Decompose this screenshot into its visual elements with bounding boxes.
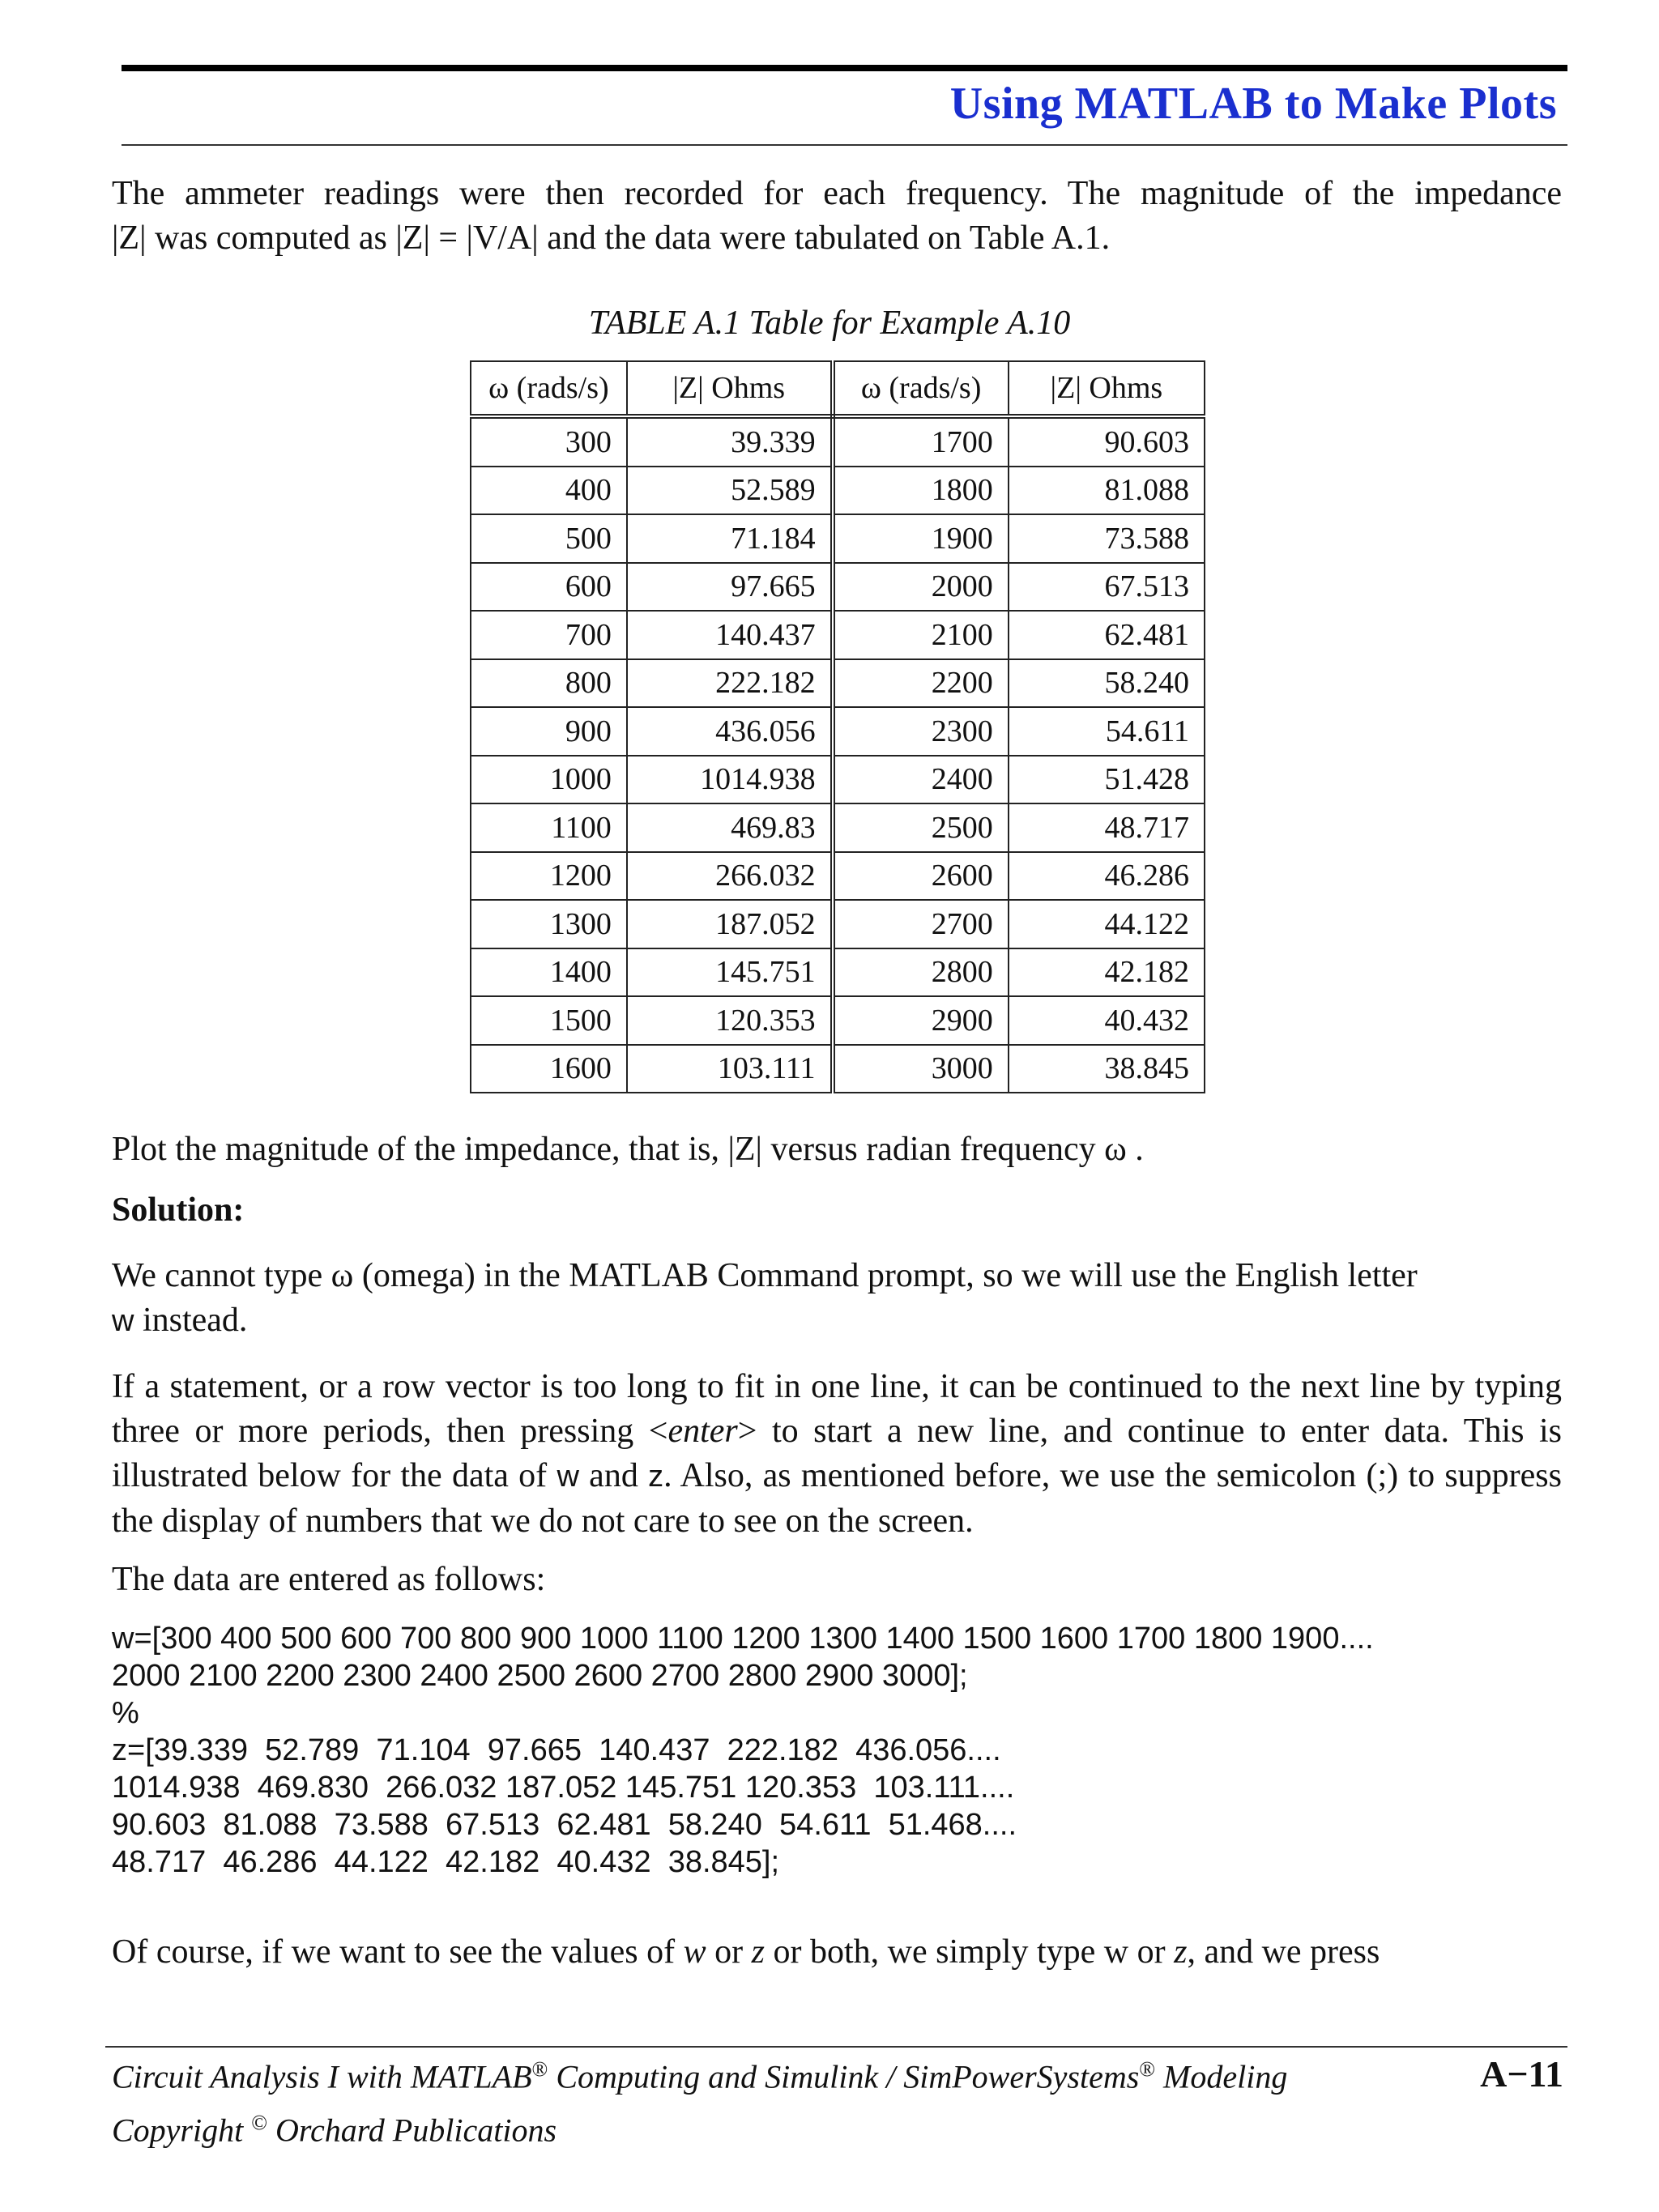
code-w: w (112, 1304, 134, 1338)
table-cell: 436.056 (627, 707, 833, 756)
table-row (471, 611, 1205, 659)
continuation-paragraph (112, 1365, 1562, 1544)
table-cell: 2200 (833, 659, 1009, 708)
table-cell: 600 (471, 563, 627, 612)
table-row (471, 996, 1205, 1045)
continuation-text-2: > to start a new line, and continue to enter data. This is illustrated below for the data of (112, 1413, 1562, 1494)
table-cell: 1100 (471, 803, 627, 852)
table-cell: 48.717 (1009, 803, 1205, 852)
code-line: 48.717 46.286 44.122 42.182 40.432 38.845]; (112, 1845, 780, 1879)
table-cell: 2500 (833, 803, 1009, 852)
table-cell: 1500 (471, 996, 627, 1045)
table-cell: 97.665 (627, 563, 833, 612)
closing-text-4: , and we press (1187, 1933, 1380, 1971)
continuation-text-1: If a statement, or a row vector is too long to fit in one line, it can be continued to the next line by typing three or more periods, then pressing < (112, 1368, 1562, 1450)
table-cell: 58.240 (1009, 659, 1205, 708)
var-z: z (751, 1933, 765, 1971)
table-cell: 103.111 (627, 1045, 833, 1093)
table-cell: 266.032 (627, 852, 833, 901)
table-cell: 73.588 (1009, 514, 1205, 563)
table-cell: 2400 (833, 756, 1009, 804)
table-cell: 1600 (471, 1045, 627, 1093)
table-cell: 51.428 (1009, 756, 1205, 804)
table-row (471, 659, 1205, 708)
intro-line-1: The ammeter readings were then recorded for each frequency. The magnitude of the impedance (112, 175, 1562, 212)
table-row (471, 756, 1205, 804)
table-cell: 52.589 (627, 467, 833, 515)
table-cell: 81.088 (1009, 467, 1205, 515)
copyright-mark: © (251, 2111, 267, 2134)
code-line: z=[39.339 52.789 71.104 97.665 140.437 222.182 436.056.... (112, 1733, 1001, 1767)
table-cell: 1300 (471, 900, 627, 948)
table-cell: 71.184 (627, 514, 833, 563)
footer-book-title (112, 2057, 1287, 2095)
code-line: w=[300 400 500 600 700 800 900 1000 1100 1200 1300 1400 1500 1600 1700 1800 1900.... (112, 1622, 1374, 1656)
plot-instruction: Plot the magnitude of the impedance, that is, |Z| versus radian frequency ω . (112, 1131, 1144, 1168)
omega-text-2: instead. (134, 1302, 248, 1339)
enter-key-text: enter (667, 1413, 738, 1450)
footer-book-title-part: Computing and Simulink / SimPowerSystems (548, 2058, 1140, 2095)
table-cell: 67.513 (1009, 563, 1205, 612)
table-cell: 90.603 (1009, 416, 1205, 467)
code-line: 2000 2100 2200 2300 2400 2500 2600 2700 2800 2900 3000]; (112, 1659, 968, 1693)
table-cell: 3000 (833, 1045, 1009, 1093)
closing-text-2: or (706, 1933, 752, 1971)
intro-line-2: |Z| was computed as |Z| = |V/A| and the data were tabulated on Table A.1. (112, 219, 1111, 257)
table-row (471, 563, 1205, 612)
table-row (471, 467, 1205, 515)
table-cell: 500 (471, 514, 627, 563)
registered-mark: ® (531, 2057, 548, 2081)
table-cell: 469.83 (627, 803, 833, 852)
data-entry-intro: The data are entered as follows: (112, 1561, 546, 1598)
continuation-text-4: . Also, as mentioned before, we use the semicolon (;) to suppress the display of numbers that we do not care to see on the screen. (112, 1457, 1562, 1540)
table-caption: TABLE A.1 Table for Example A.10 (588, 305, 1071, 342)
solution-heading: Solution: (112, 1191, 245, 1229)
copyright-label: Copyright (112, 2112, 244, 2149)
table-cell: 900 (471, 707, 627, 756)
table-cell: 40.432 (1009, 996, 1205, 1045)
table-cell: 400 (471, 467, 627, 515)
closing-paragraph (112, 1930, 1562, 1975)
table-cell: 42.182 (1009, 948, 1205, 997)
table-cell: 46.286 (1009, 852, 1205, 901)
code-line: 90.603 81.088 73.588 67.513 62.481 58.240 54.611 51.468.... (112, 1808, 1017, 1842)
table-header-cell: |Z| Ohms (1009, 361, 1205, 416)
var-w: w (683, 1933, 706, 1971)
impedance-table (470, 360, 1205, 1093)
table-cell: 1800 (833, 467, 1009, 515)
table-row (471, 416, 1205, 467)
table-row (471, 900, 1205, 948)
table-cell: 1000 (471, 756, 627, 804)
footer-copyright (112, 2111, 557, 2149)
table-cell: 38.845 (1009, 1045, 1205, 1093)
table-cell: 1200 (471, 852, 627, 901)
table-row (471, 852, 1205, 901)
intro-paragraph (112, 172, 1562, 261)
table-cell: 2800 (833, 948, 1009, 997)
publisher-name: Orchard Publications (267, 2112, 557, 2149)
code-line: 1014.938 469.830 266.032 187.052 145.751 120.353 103.111.... (112, 1771, 1015, 1805)
table-cell: 2600 (833, 852, 1009, 901)
table-cell: 2000 (833, 563, 1009, 612)
registered-mark: ® (1139, 2057, 1156, 2081)
table-cell: 800 (471, 659, 627, 708)
table-cell: 2300 (833, 707, 1009, 756)
table-row (471, 514, 1205, 563)
header-bottom-rule (122, 144, 1567, 146)
table-header-cell: ω (rads/s) (471, 361, 627, 416)
table-cell: 700 (471, 611, 627, 659)
code-line: % (112, 1696, 139, 1730)
table-cell: 120.353 (627, 996, 833, 1045)
table-row (471, 707, 1205, 756)
footer-rule (105, 2046, 1567, 2048)
footer-book-title-part: Circuit Analysis I with MATLAB (112, 2058, 532, 2095)
table-cell: 39.339 (627, 416, 833, 467)
table-cell: 1900 (833, 514, 1009, 563)
table-header-cell: ω (rads/s) (833, 361, 1009, 416)
table-cell: 145.751 (627, 948, 833, 997)
table-cell: 2100 (833, 611, 1009, 659)
table-cell: 1400 (471, 948, 627, 997)
table-cell: 222.182 (627, 659, 833, 708)
footer-book-title-part: Modeling (1155, 2058, 1288, 2095)
table-header-cell: |Z| Ohms (627, 361, 833, 416)
page-header-title: Using MATLAB to Make Plots (949, 79, 1557, 129)
header-top-rule (122, 65, 1567, 71)
table-cell: 1014.938 (627, 756, 833, 804)
table-row (471, 803, 1205, 852)
closing-text-1: Of course, if we want to see the values of (112, 1933, 684, 1971)
code-w-inline: w (557, 1460, 579, 1494)
table-cell: 62.481 (1009, 611, 1205, 659)
closing-text-3: or both, we simply type w or (764, 1933, 1175, 1971)
table-cell: 1700 (833, 416, 1009, 467)
table-row (471, 948, 1205, 997)
omega-text-1: We cannot type ω (omega) in the MATLAB Command prompt, so we will use the English letter (112, 1257, 1418, 1294)
table-body (471, 416, 1205, 1093)
table-cell: 300 (471, 416, 627, 467)
table-cell: 140.437 (627, 611, 833, 659)
table-cell: 44.122 (1009, 900, 1205, 948)
table-cell: 54.611 (1009, 707, 1205, 756)
continuation-text-3: and (578, 1457, 649, 1494)
table-cell: 2900 (833, 996, 1009, 1045)
var-z-2: z (1174, 1933, 1188, 1971)
table-cell: 2700 (833, 900, 1009, 948)
page-number: A−11 (1480, 2053, 1563, 2095)
code-z-inline: z (648, 1460, 664, 1494)
table-header-row (471, 361, 1205, 416)
table-cell: 187.052 (627, 900, 833, 948)
omega-paragraph (112, 1254, 1562, 1344)
matlab-code-block (112, 1620, 1374, 1881)
table-row (471, 1045, 1205, 1093)
